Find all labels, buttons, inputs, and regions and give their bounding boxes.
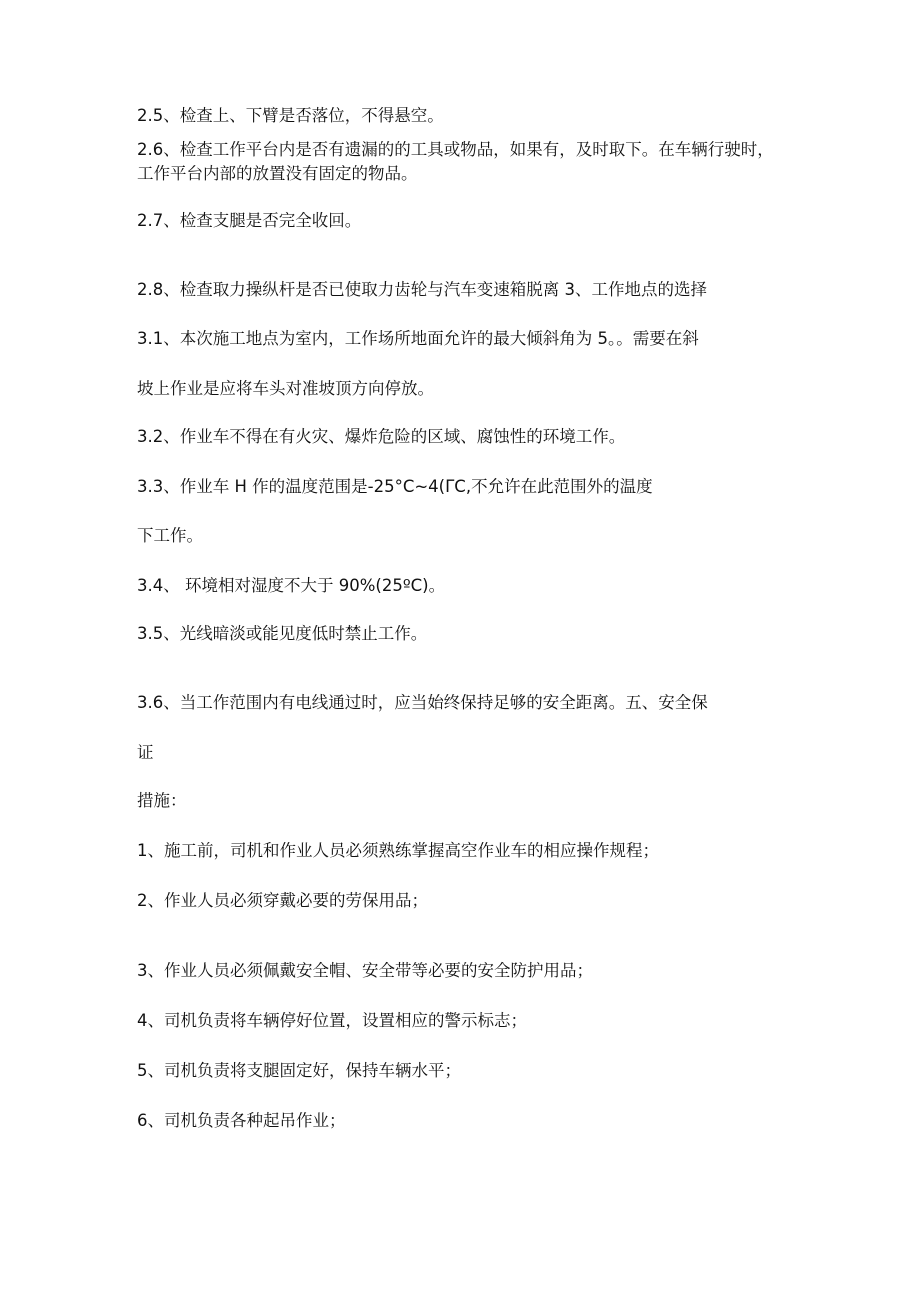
paragraph-3-1: 3.1、本次施工地点为室内，工作场所地面允许的最大倾斜角为 5。。需要在斜 (137, 329, 699, 348)
paragraph-3-5: 3.5、光线暗淡或能见度低时禁止工作。 (137, 624, 428, 643)
list-item-4: 4、司机负责将车辆停好位置，设置相应的警示标志； (137, 1011, 527, 1030)
paragraph-2-8: 2.8、检查取力操纵杆是否已使取力齿轮与汽车变速箱脱离 3、工作地点的选择 (137, 280, 707, 299)
list-item-5: 5、司机负责将支腿固定好，保持车辆水平； (137, 1061, 461, 1080)
list-item-6: 6、司机负责各种起吊作业； (137, 1111, 346, 1130)
paragraph-2-5: 2.5、检查上、下臂是否落位，不得悬空。 (137, 106, 444, 125)
paragraph-3-3-cont: 下工作。 (137, 526, 203, 545)
paragraph-2-7: 2.7、检查支腿是否完全收回。 (137, 211, 362, 230)
paragraph-3-4: 3.4、 环境相对湿度不大于 90%(25ºC)。 (137, 576, 446, 595)
paragraph-3-2: 3.2、作业车不得在有火灾、爆炸危险的区域、腐蚀性的环境工作。 (137, 427, 626, 446)
paragraph-2-6: 2.6、检查工作平台内是否有遗漏的的工具或物品，如果有，及时取下。在车辆行驶时，工作平台内部的放置没有固定的物品。 (137, 140, 774, 183)
list-item-1: 1、施工前，司机和作业人员必须熟练掌握高空作业车的相应操作规程； (137, 841, 659, 860)
list-item-3: 3、作业人员必须佩戴安全帽、安全带等必要的安全防护用品； (137, 961, 593, 980)
paragraph-3-3: 3.3、作业车 H 作的温度范围是-25°C~4(ΓC,不允许在此范围外的温度 (137, 477, 653, 496)
section-heading-measures: 措施： (137, 791, 187, 810)
list-item-2: 2、作业人员必须穿戴必要的劳保用品； (137, 891, 428, 910)
paragraph-3-1-cont: 坡上作业是应将车头对准坡顶方向停放。 (137, 379, 434, 398)
paragraph-3-6-cont: 证 (137, 743, 154, 762)
paragraph-3-6: 3.6、当工作范围内有电线通过时，应当始终保持足够的安全距离。五、安全保 (137, 693, 708, 712)
